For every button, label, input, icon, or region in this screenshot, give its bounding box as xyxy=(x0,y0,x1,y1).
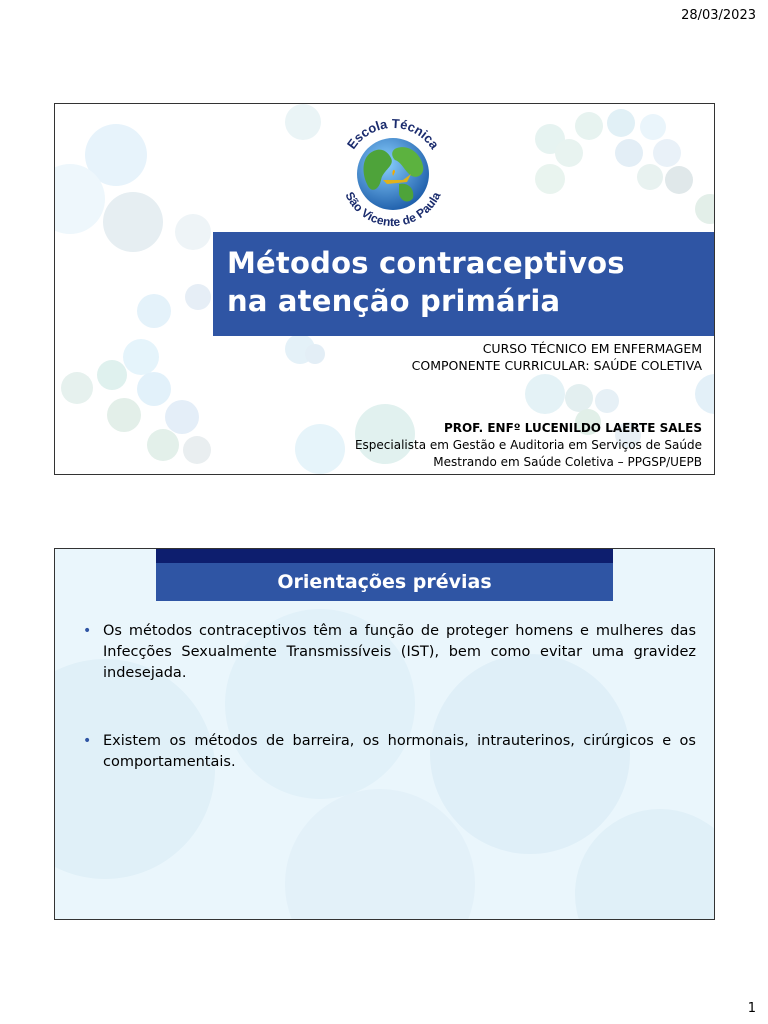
school-logo xyxy=(337,110,449,232)
decor-bubble xyxy=(165,400,199,434)
curricular-component: COMPONENTE CURRICULAR: SAÚDE COLETIVA xyxy=(411,358,702,373)
bullet-item xyxy=(83,621,696,684)
decor-bubble xyxy=(595,389,619,413)
bullet-dot-icon: • xyxy=(83,623,92,639)
decor-bubble xyxy=(665,166,693,194)
decor-bubble xyxy=(305,344,325,364)
decor-bubble xyxy=(295,424,345,474)
decor-bubble xyxy=(285,104,321,140)
decor-bubble xyxy=(653,139,681,167)
bullet-text: Existem os métodos de barreira, os hormonais, intrauterinos, cirúrgicos e os comportamentais. xyxy=(103,733,696,770)
logo-text-bottom: São Vicente de Paula xyxy=(342,189,444,230)
course-info xyxy=(412,340,702,374)
decor-bubble xyxy=(185,284,211,310)
decor-bubble xyxy=(565,384,593,412)
print-date: 28/03/2023 xyxy=(681,8,756,23)
decor-bubble xyxy=(695,194,715,224)
logo-text-top: Escola Técnica xyxy=(343,115,443,152)
slide-title-line1: Métodos contraceptivos xyxy=(227,246,625,280)
decor-bubble xyxy=(555,139,583,167)
slide-title-line2: na atenção primária xyxy=(227,284,561,318)
bullet-item xyxy=(83,731,696,773)
decor-bubble xyxy=(575,112,603,140)
decor-bubble xyxy=(61,372,93,404)
slide-title: Orientações prévias xyxy=(156,563,613,601)
decor-bubble xyxy=(107,398,141,432)
slide-title xyxy=(54,103,715,475)
title-top-bar xyxy=(156,549,613,563)
slide-orientations xyxy=(54,548,715,920)
decor-bubble xyxy=(175,214,211,250)
professor-specialization: Especialista em Gestão e Auditoria em Serviços de Saúde xyxy=(354,438,702,452)
professor-masters: Mestrando em Saúde Coletiva – PPGSP/UEPB xyxy=(433,455,702,469)
bullet-text: Os métodos contraceptivos têm a função de proteger homens e mulheres das Infecções Sexualmente Transmissíveis (IST), bem como evitar uma gravidez indesejada. xyxy=(103,623,696,681)
decor-bubble xyxy=(147,429,179,461)
decor-bubble xyxy=(535,164,565,194)
decor-bubble xyxy=(137,372,171,406)
decor-bubble xyxy=(637,164,663,190)
decor-bubble xyxy=(607,109,635,137)
professor-info xyxy=(355,420,702,471)
bullet-dot-icon: • xyxy=(83,733,92,749)
page-number: 1 xyxy=(747,1001,756,1016)
decor-bubble xyxy=(103,192,163,252)
course-name: CURSO TÉCNICO EM ENFERMAGEM xyxy=(482,341,702,356)
decor-bubble xyxy=(123,339,159,375)
decor-bubble xyxy=(615,139,643,167)
decor-bubble xyxy=(183,436,211,464)
decor-bubble xyxy=(97,360,127,390)
decor-bubble xyxy=(695,374,715,414)
professor-name: PROF. ENFº LUCENILDO LAERTE SALES xyxy=(443,421,702,435)
decor-bubble xyxy=(640,114,666,140)
decor-bubble xyxy=(525,374,565,414)
decor-bubble xyxy=(137,294,171,328)
title-band xyxy=(213,232,714,336)
